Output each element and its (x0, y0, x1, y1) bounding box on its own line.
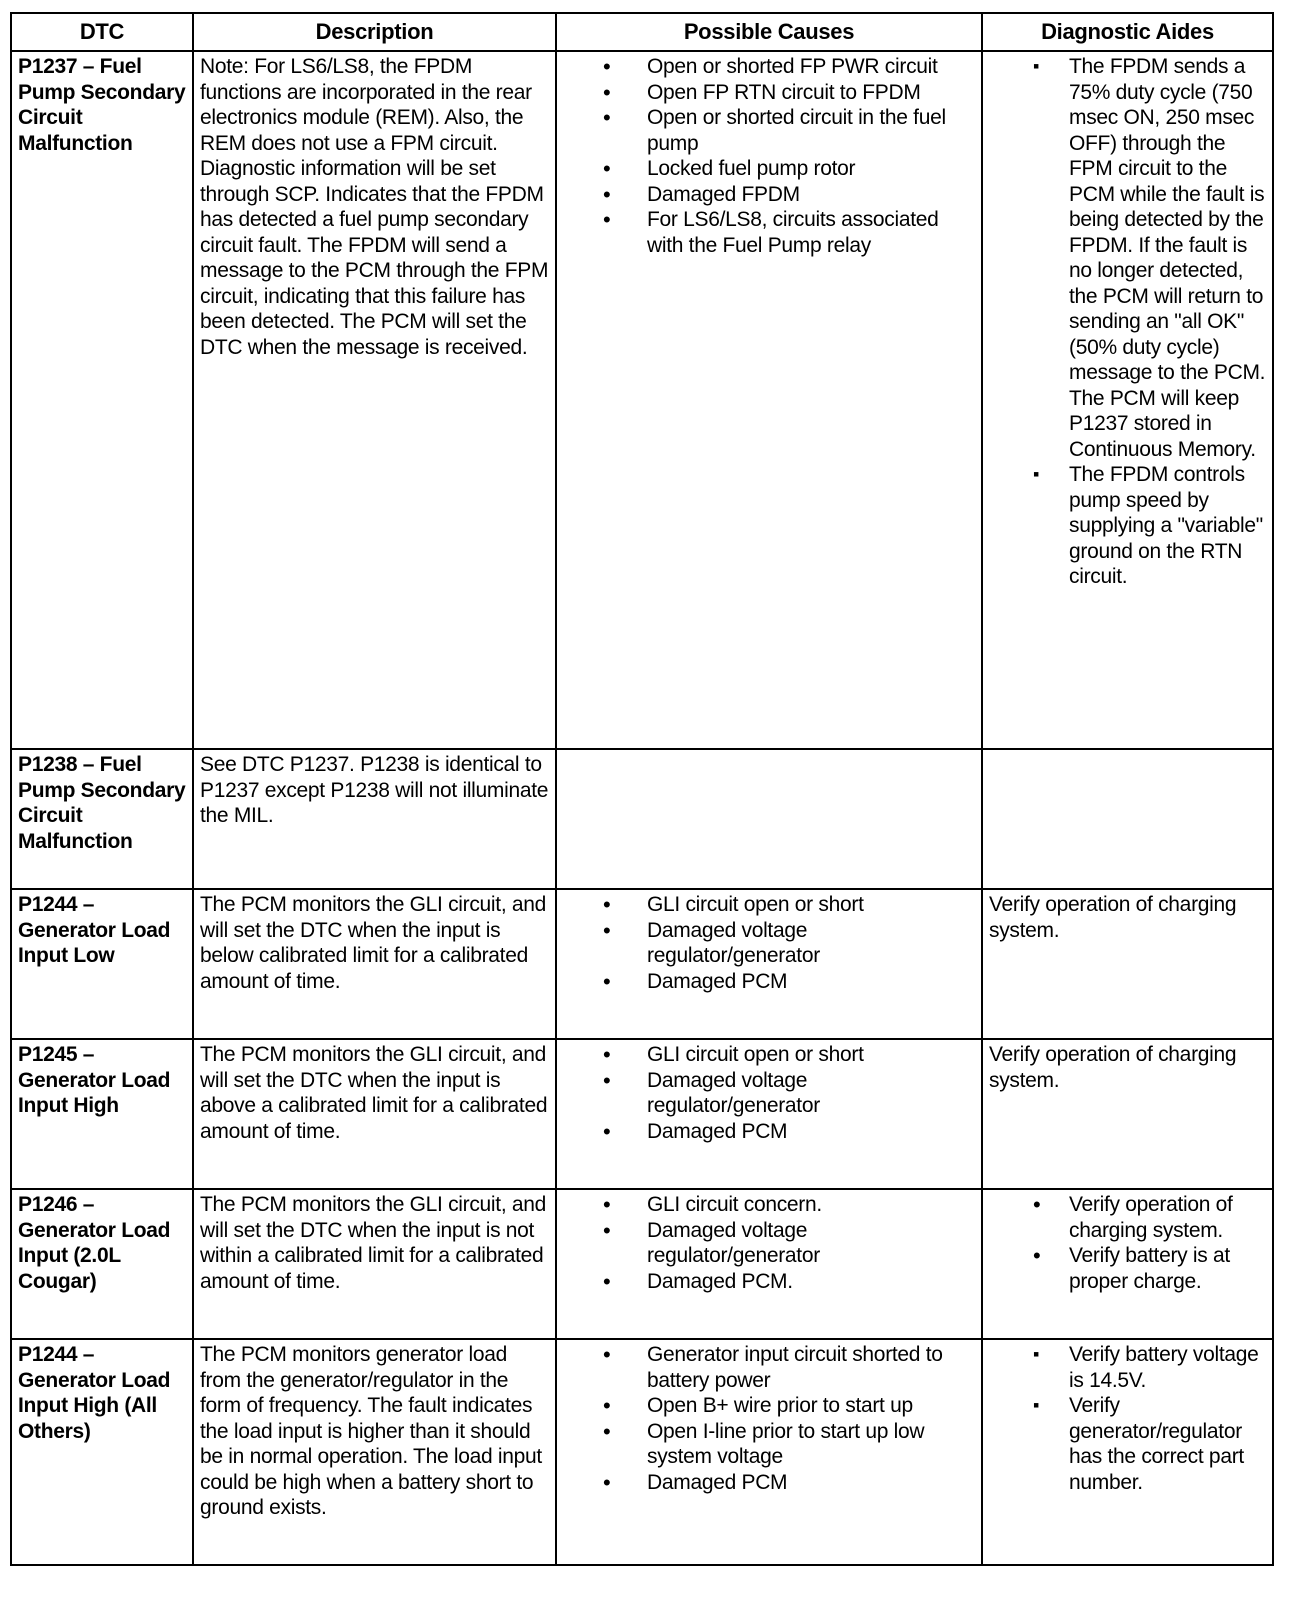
dtc-code: P1244 – Generator Load Input Low (11, 889, 193, 1039)
cause-item: • Open I-line prior to start up low system voltage (563, 1419, 976, 1470)
dtc-code: P1246 – Generator Load Input (2.0L Cougar) (11, 1189, 193, 1339)
dtc-description: Note: For LS6/LS8, the FPDM functions are incorporated in the rear electronics module (REM). Also, the REM does not use a FPM circuit. Diagnostic information will be set through SCP. Indicates that the FPDM has detected a fuel pump secondary circuit fault. The FPDM will send a message to the PCM through the FPM circuit, indicating that this failure has been detected. The PCM will set the DTC when the message is received. (193, 51, 556, 749)
dtc-code: P1237 – Fuel Pump Secondary Circuit Malfunction (11, 51, 193, 749)
possible-causes (556, 1039, 982, 1189)
dtc-code: P1244 – Generator Load Input High (All Others) (11, 1339, 193, 1565)
header-description: Description (193, 13, 556, 51)
header-row (11, 13, 1273, 51)
diagnostic-aides (982, 51, 1273, 749)
table-row (11, 1339, 1273, 1565)
cause-item: • Generator input circuit shorted to battery power (563, 1342, 976, 1393)
aide-item: ▪ The FPDM controls pump speed by supplying a "variable" ground on the RTN circuit. (989, 462, 1267, 590)
aide-item: • Verify battery is at proper charge. (989, 1243, 1267, 1294)
diagnostic-aides (982, 1189, 1273, 1339)
table-row (11, 889, 1273, 1039)
diagnostic-aides (982, 1039, 1273, 1189)
aide-item: ▪ Verify generator/regulator has the correct part number. (989, 1393, 1267, 1495)
cause-item: • Damaged voltage regulator/generator (563, 918, 976, 969)
possible-causes (556, 889, 982, 1039)
dtc-description: The PCM monitors the GLI circuit, and will set the DTC when the input is above a calibrated limit for a calibrated amount of time. (193, 1039, 556, 1189)
cause-item: • For LS6/LS8, circuits associated with the Fuel Pump relay (563, 207, 976, 258)
possible-causes (556, 1339, 982, 1565)
cause-item: • Damaged voltage regulator/generator (563, 1068, 976, 1119)
dtc-code: P1245 – Generator Load Input High (11, 1039, 193, 1189)
table-row (11, 749, 1273, 889)
table-row (11, 1039, 1273, 1189)
cause-item: • Damaged PCM (563, 969, 976, 995)
cause-item: • Damaged PCM. (563, 1269, 976, 1295)
cause-item: • Open B+ wire prior to start up (563, 1393, 976, 1419)
header-diagnostic-aides: Diagnostic Aides (982, 13, 1273, 51)
cause-item: • GLI circuit open or short (563, 1042, 976, 1068)
cause-item: • Open or shorted circuit in the fuel pump (563, 105, 976, 156)
cause-item: • GLI circuit concern. (563, 1192, 976, 1218)
dtc-code: P1238 – Fuel Pump Secondary Circuit Malfunction (11, 749, 193, 889)
cause-item: • Damaged PCM (563, 1119, 976, 1145)
aide-text: Verify operation of charging system. (989, 893, 1237, 942)
diagnostic-aides (982, 749, 1273, 889)
possible-causes (556, 51, 982, 749)
dtc-table (10, 12, 1274, 1566)
aide-text: Verify operation of charging system. (989, 1043, 1237, 1092)
dtc-description: The PCM monitors generator load from the generator/regulator in the form of frequency. The fault indicates the load input is higher than it should be in normal operation. The load input could be high when a battery short to ground exists. (193, 1339, 556, 1565)
diagnostic-aides (982, 1339, 1273, 1565)
possible-causes (556, 1189, 982, 1339)
dtc-description: The PCM monitors the GLI circuit, and will set the DTC when the input is below calibrated limit for a calibrated amount of time. (193, 889, 556, 1039)
aide-item: ▪ The FPDM sends a 75% duty cycle (750 msec ON, 250 msec OFF) through the FPM circuit to the PCM while the fault is being detected by the FPDM. If the fault is no longer detected, the PCM will return to sending an "all OK" (50% duty cycle) message to the PCM. The PCM will keep P1237 stored in Continuous Memory. (989, 54, 1267, 462)
aide-item: • Verify operation of charging system. (989, 1192, 1267, 1243)
table-row (11, 51, 1273, 749)
aide-item: ▪ Verify battery voltage is 14.5V. (989, 1342, 1267, 1393)
cause-item: • Damaged voltage regulator/generator (563, 1218, 976, 1269)
table-row (11, 1189, 1273, 1339)
header-possible-causes: Possible Causes (556, 13, 982, 51)
cause-item: • Open or shorted FP PWR circuit (563, 54, 976, 80)
cause-item: • Damaged PCM (563, 1470, 976, 1496)
dtc-description: See DTC P1237. P1238 is identical to P1237 except P1238 will not illuminate the MIL. (193, 749, 556, 889)
possible-causes (556, 749, 982, 889)
cause-item: • GLI circuit open or short (563, 892, 976, 918)
cause-item: • Damaged FPDM (563, 182, 976, 208)
cause-item: • Locked fuel pump rotor (563, 156, 976, 182)
diagnostic-aides (982, 889, 1273, 1039)
cause-item: • Open FP RTN circuit to FPDM (563, 80, 976, 106)
header-dtc: DTC (11, 13, 193, 51)
dtc-description: The PCM monitors the GLI circuit, and will set the DTC when the input is not within a calibrated limit for a calibrated amount of time. (193, 1189, 556, 1339)
